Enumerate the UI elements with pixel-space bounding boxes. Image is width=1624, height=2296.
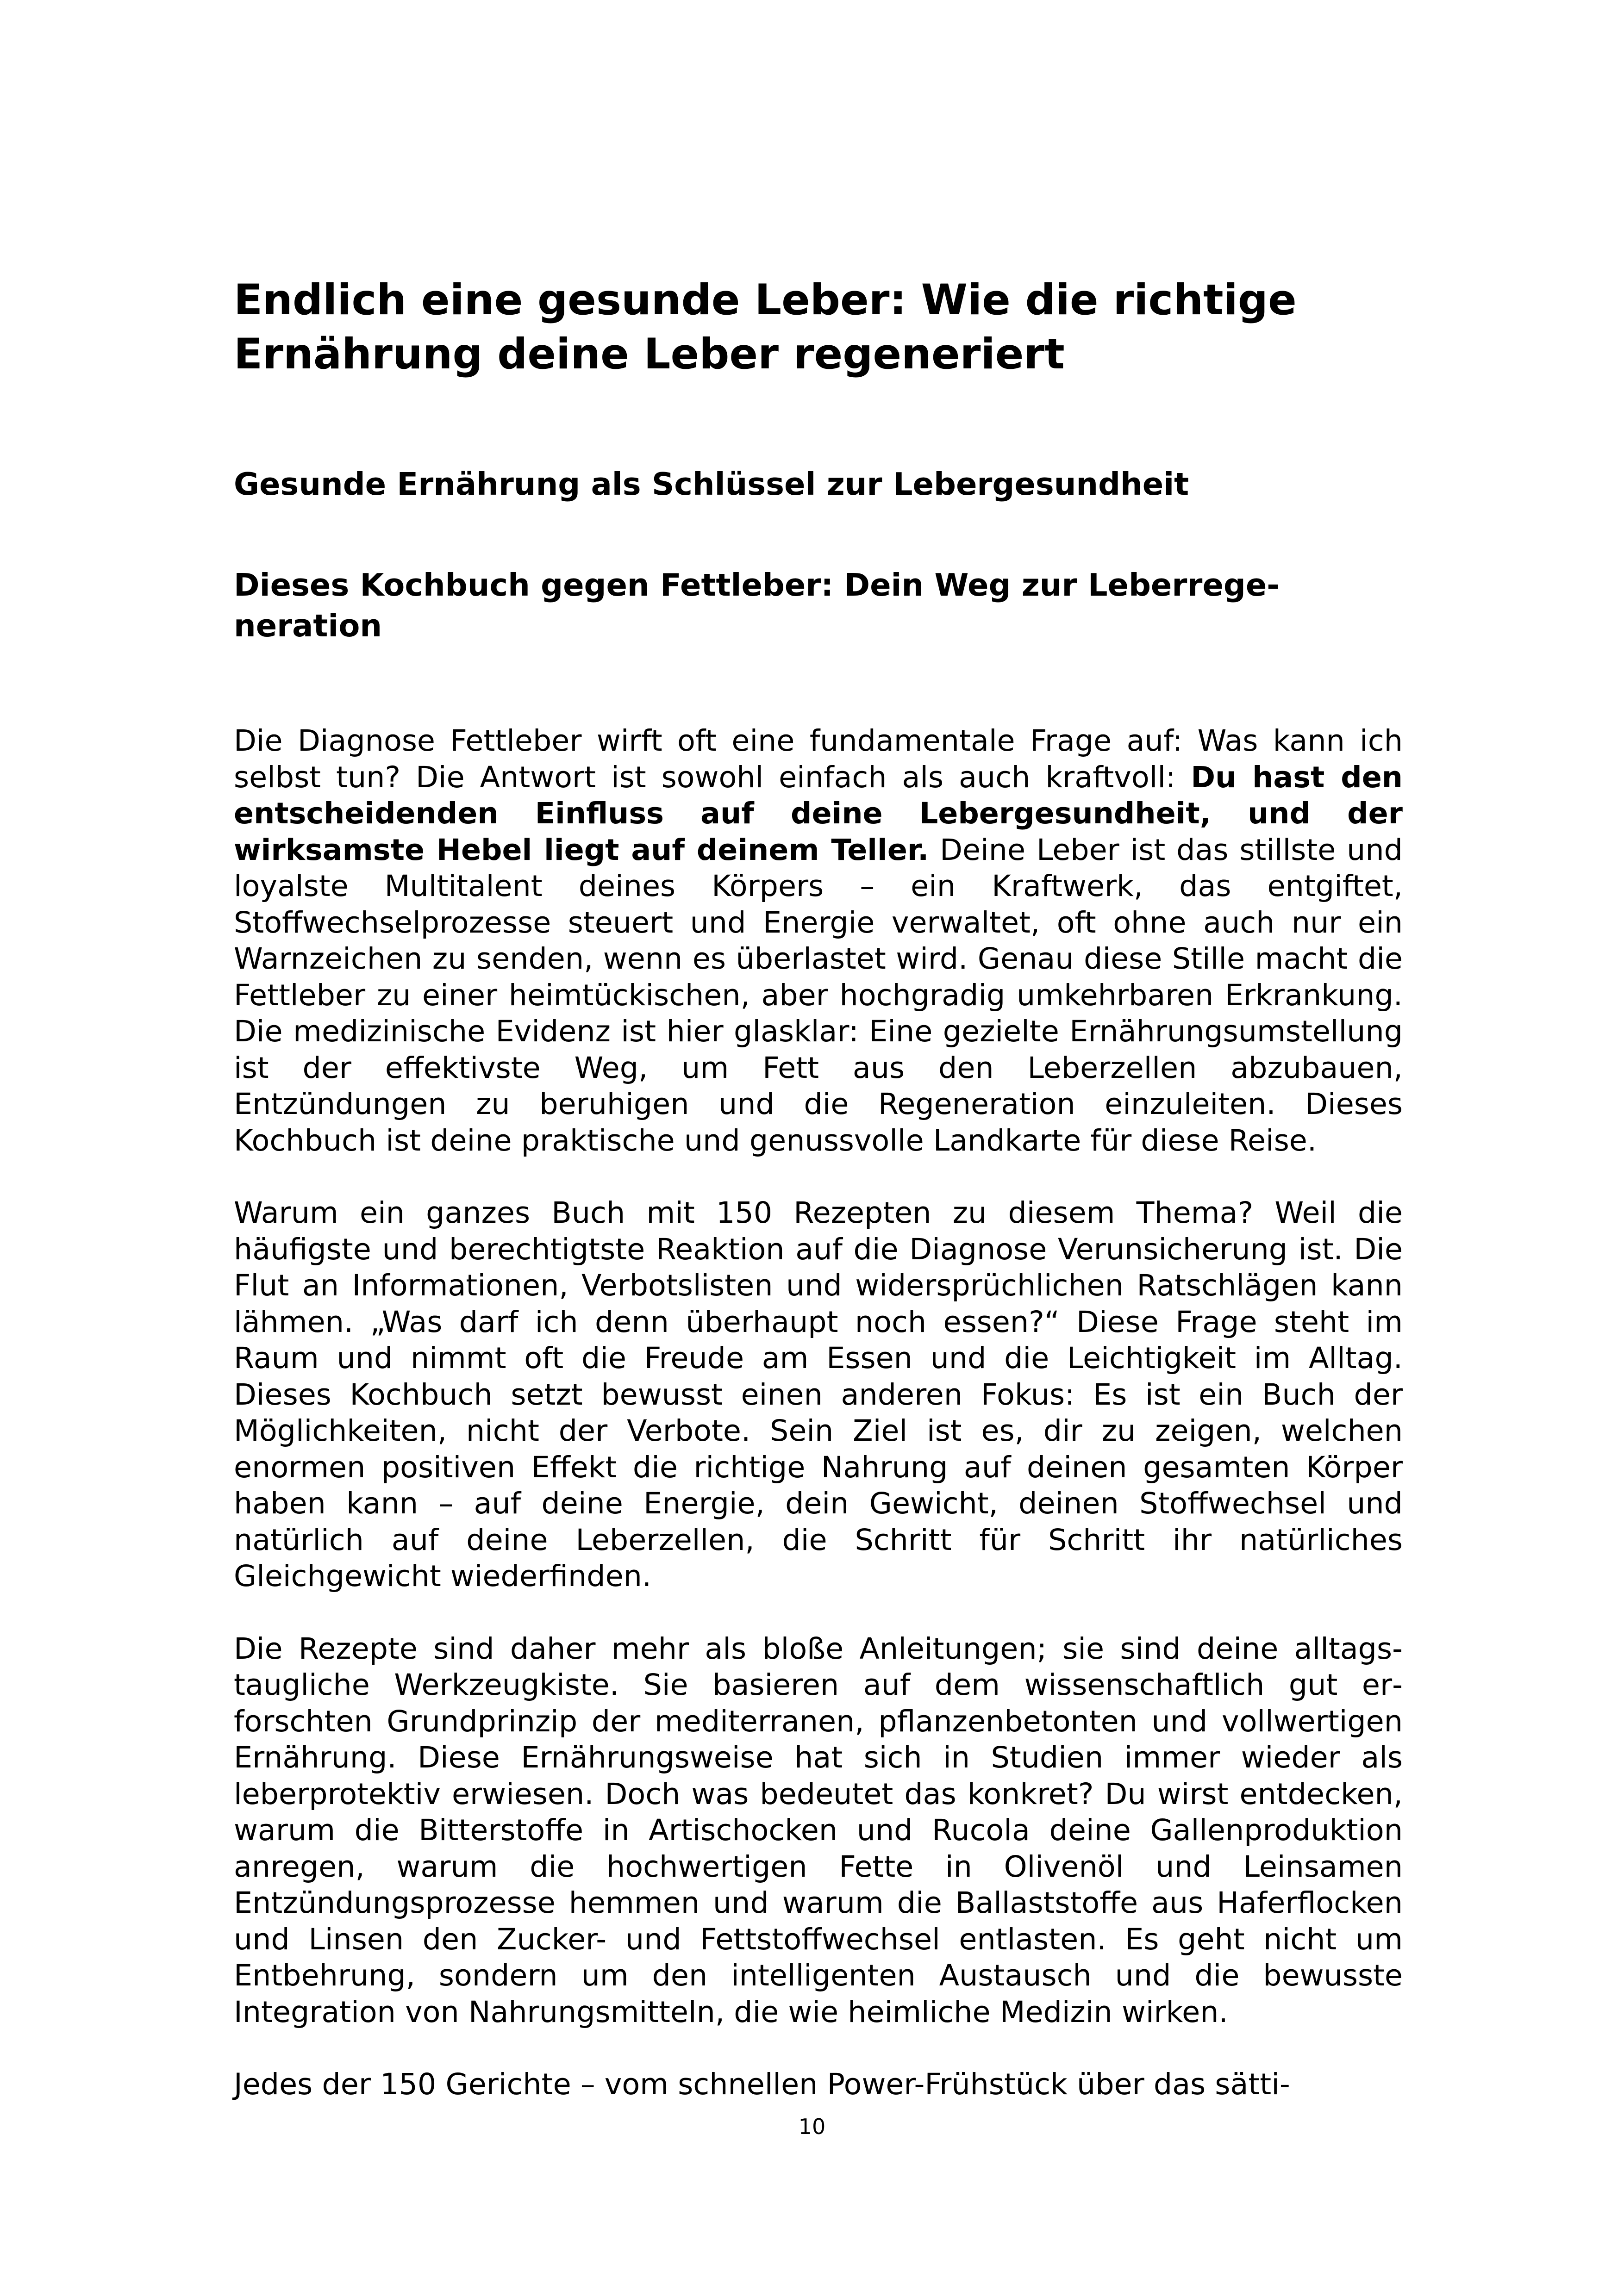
chapter-title: Endlich eine gesunde Leber: Wie die richtige Ernährung deine Leber regeneriert: [234, 276, 1297, 379]
subsection-heading: Dieses Kochbuch gegen Fettleber: Dein Weg zur Leberregeneration: [234, 567, 1280, 644]
body-paragraph-4: Jedes der 150 Gerichte – vom schnellen Power-Frühstück über das sätti-: [234, 2067, 1290, 2101]
page-number: 10: [798, 2114, 826, 2139]
body-paragraph-1: [234, 722, 1403, 1158]
page-content: [234, 273, 1403, 2103]
paragraph-1-emphasis: Du hast den entscheidenden Einfluss auf deine Lebergesundheit, und der wirksamste Hebel liegt auf deinem Teller.: [234, 759, 1403, 867]
body-paragraph-2: Warum ein ganzes Buch mit 150 Rezepten zu diesem Thema? Weil die häufigste und berechtigtste Reaktion auf die Diagnose Verunsicherung ist. Die Flut an Informationen, Verbotslisten und widersprüchlichen Ratschlägen kann lähmen. „Was darf ich denn überhaupt noch essen?“ Diese Frage steht im Raum und nimmt oft die Freude am Essen und die Leichtigkeit im Alltag. Dieses Kochbuch setzt bewusst einen anderen Fokus: Es ist ein Buch der Möglichkeiten, nicht der Verbote. Sein Ziel ist es, dir zu zeigen, welchen enormen positiven Effekt die richtige Nahrung auf deinen gesamten Körper haben kann – auf deine Energie, dein Gewicht, deinen Stoffwechsel und natürlich auf deine Leberzellen, die Schritt für Schritt ihr natürliches Gleichgewicht wiederfinden.: [234, 1195, 1403, 1593]
section-heading: Gesunde Ernährung als Schlüssel zur Lebergesundheit: [234, 466, 1189, 502]
paragraph-1-rest: Deine Leber ist das stillste und loyalste Multitalent deines Körpers – ein Kraftwerk, das entgiftet, Stoffwechselprozesse steuert und Energie verwaltet, oft ohne auch nur ein Warnzeichen zu senden, wenn es überlastet wird. Genau diese Stille macht die Fettleber zu einer heimtückischen, aber hochgradig umkehrbaren Erkrankung. Die medizinische Evidenz ist hier glasklar: Eine gezielte Ernährungsumstellung ist der effektivste Weg, um Fett aus den Leberzellen abzubauen, Entzündungen zu beruhigen und die Regeneration einzuleiten. Dieses Kochbuch ist deine praktische und genussvolle Landkarte für diese Reise.: [234, 832, 1403, 1157]
paragraph-1-intro: Die Diagnose Fettleber wirft oft eine fundamentale Frage auf: Was kann ich selbst tun? Die Antwort ist sowohl einfach als auch kraftvoll:: [234, 723, 1403, 794]
body-paragraph-3: Die Rezepte sind daher mehr als bloße Anleitungen; sie sind deine alltagstaugliche Werkzeugkiste. Sie basieren auf dem wissenschaftlich gut erforschten Grundprinzip der mediterranen, pflanzenbetonten und vollwertigen Ernährung. Diese Ernährungsweise hat sich in Studien immer wieder als leberprotektiv erwiesen. Doch was bedeutet das konkret? Du wirst entdecken, warum die Bitterstoffe in Artischocken und Rucola deine Gallenproduktion anregen, warum die hochwertigen Fette in Olivenöl und Leinsamen Entzündungsprozesse hemmen und warum die Ballaststoffe aus Haferflocken und Linsen den Zucker- und Fettstoffwechsel entlasten. Es geht nicht um Entbehrung, sondern um den intelligenten Austausch und die bewusste Integration von Nahrungsmitteln, die wie heimliche Medizin wirken.: [234, 1631, 1403, 2029]
